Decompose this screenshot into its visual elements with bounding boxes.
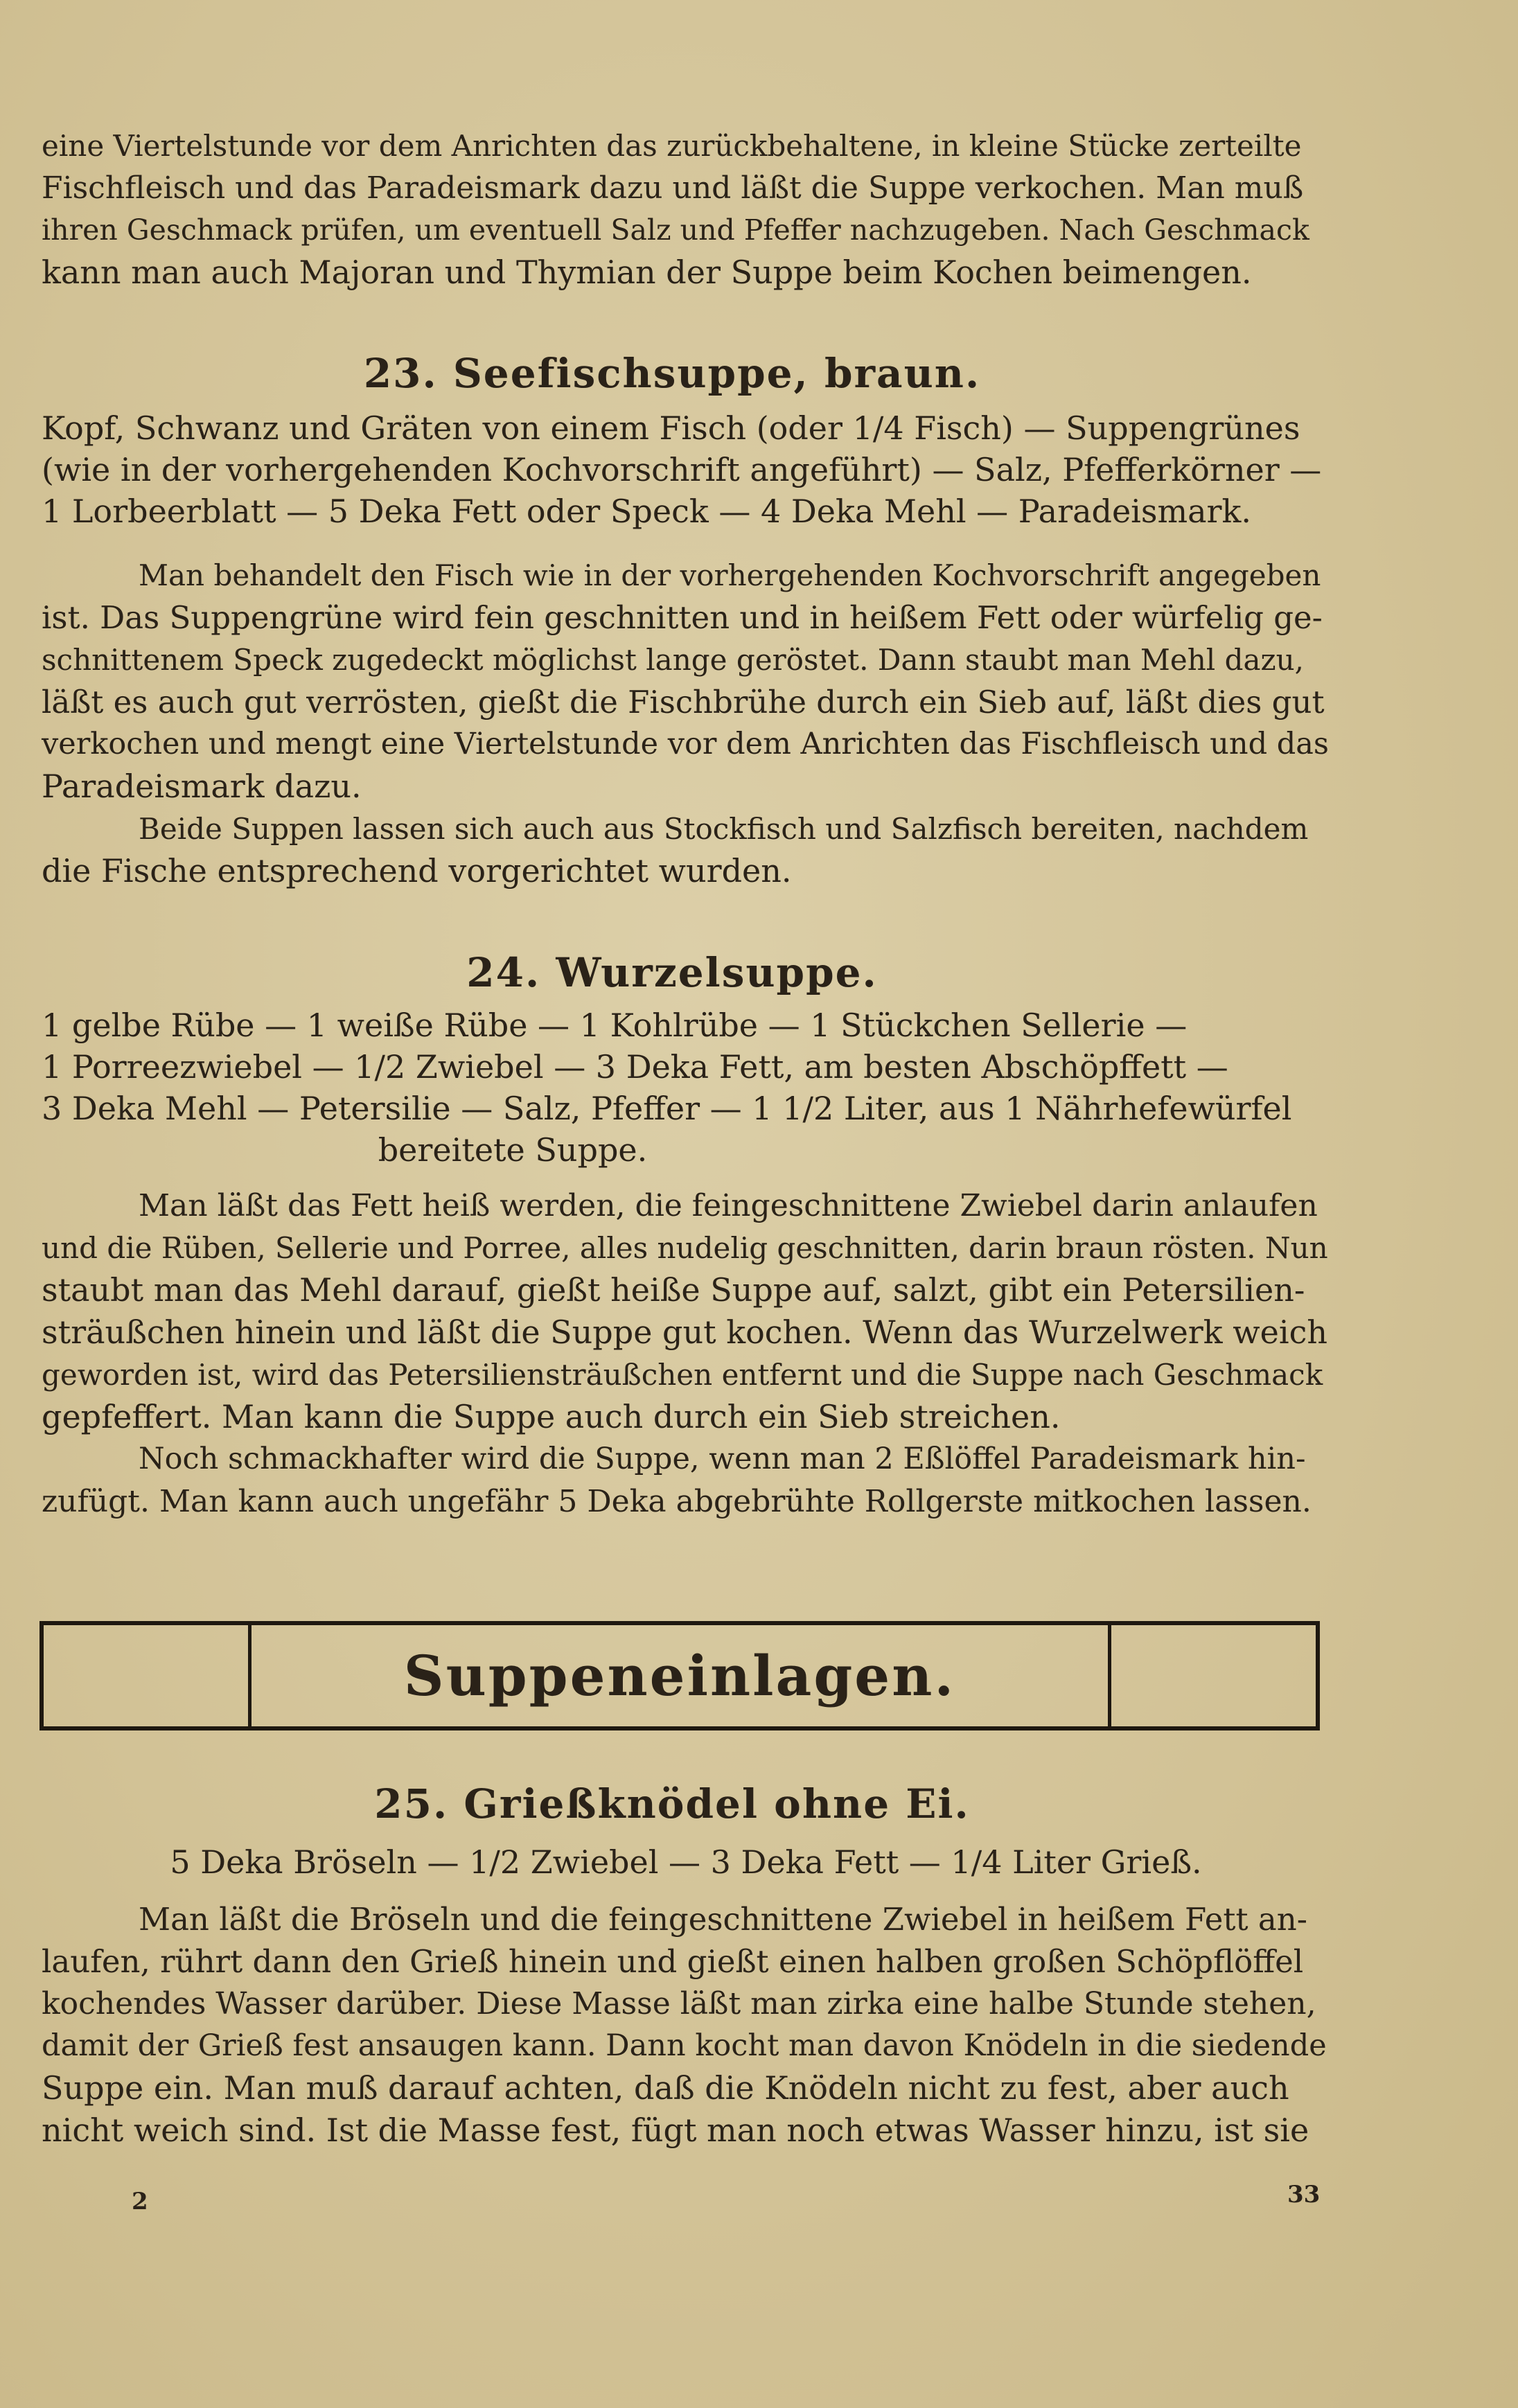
text-line: verkochen und mengt eine Viertelstunde vor dem Anrichten das Fischfleisch und das bbox=[42, 727, 1329, 761]
recipe-25-instructions bbox=[42, 1898, 1330, 2152]
signature-mark: 2 bbox=[132, 2188, 148, 2215]
text-line: gepfeffert. Man kann die Suppe auch durch ein Sieb streichen. bbox=[42, 1398, 1061, 1435]
text-line: Noch schmackhafter wird die Suppe, wenn man 2 Eßlöffel Paradeismark hin- bbox=[139, 1442, 1306, 1476]
text-line: damit der Grieß fest ansaugen kann. Dann kocht man davon Knödeln in die siedende bbox=[42, 2028, 1327, 2063]
text-line: Man behandelt den Fisch wie in der vorhergehenden Kochvorschrift angegeben bbox=[139, 558, 1321, 592]
banner-divider bbox=[1108, 1625, 1111, 1726]
section-banner-title: Suppeneinlagen. bbox=[403, 1643, 956, 1708]
text-line: sträußchen hinein und läßt die Suppe gut kochen. Wenn das Wurzelwerk weich bbox=[42, 1313, 1327, 1351]
text-line: schnittenem Speck zugedeckt möglichst lange geröstet. Dann staubt man Mehl dazu, bbox=[42, 643, 1305, 677]
text-line: zufügt. Man kann auch ungefähr 5 Deka abgebrühte Rollgerste mitkochen lassen. bbox=[42, 1484, 1312, 1519]
text-line: kochendes Wasser darüber. Diese Masse läßt man zirka eine halbe Stunde stehen, bbox=[42, 1986, 1316, 2021]
text-line: Fischfleisch und das Paradeismark dazu und läßt die Suppe verkochen. Man muß bbox=[42, 170, 1304, 206]
section-banner bbox=[39, 1621, 1320, 1730]
recipe-23-title: 23. Seefischsuppe, braun. bbox=[363, 350, 981, 397]
text-line: ihren Geschmack prüfen, um eventuell Salz und Pfeffer nachzugeben. Nach Geschmack bbox=[42, 213, 1309, 247]
page-number: 33 bbox=[1287, 2181, 1321, 2208]
recipe-23-instructions bbox=[42, 554, 1330, 892]
text-line: Man läßt das Fett heiß werden, die feingeschnittene Zwiebel darin anlaufen bbox=[139, 1188, 1318, 1223]
ingredient-line: 1 Porreezwiebel — 1/2 Zwiebel — 3 Deka Fett, am besten Abschöpffett — bbox=[42, 1048, 1228, 1086]
text-line: geworden ist, wird das Petersiliensträußchen entfernt und die Suppe nach Geschmack bbox=[42, 1358, 1323, 1392]
text-line: Suppe ein. Man muß darauf achten, daß die Knödeln nicht zu fest, aber auch bbox=[42, 2069, 1289, 2107]
recipe-23-ingredients bbox=[42, 407, 1330, 532]
ingredient-line: 1 Lorbeerblatt — 5 Deka Fett oder Speck — 4 Deka Mehl — Paradeismark. bbox=[42, 493, 1252, 530]
text-line: Man läßt die Bröseln und die feingeschnittene Zwiebel in heißem Fett an- bbox=[139, 1901, 1307, 1938]
intro-paragraph bbox=[42, 125, 1330, 294]
text-line: läßt es auch gut verrösten, gießt die Fischbrühe durch ein Sieb auf, läßt dies gut bbox=[42, 684, 1325, 720]
recipe-25-title: 25. Grießknödel ohne Ei. bbox=[374, 1780, 970, 1827]
text-line: ist. Das Suppengrüne wird fein geschnitten und in heißem Fett oder würfelig ge- bbox=[42, 599, 1323, 636]
text-line: die Fische entsprechend vorgerichtet wurden. bbox=[42, 852, 792, 889]
ingredient-line: (wie in der vorhergehenden Kochvorschrift angeführt) — Salz, Pfefferkörner — bbox=[42, 451, 1322, 488]
recipe-24-ingredients bbox=[42, 1004, 1330, 1171]
ingredient-line: 1 gelbe Rübe — 1 weiße Rübe — 1 Kohlrübe — 1 Stückchen Sellerie — bbox=[42, 1007, 1188, 1044]
text-line: Paradeismark dazu. bbox=[42, 768, 362, 805]
text-line: eine Viertelstunde vor dem Anrichten das zurückbehaltene, in kleine Stücke zerteilte bbox=[42, 129, 1302, 163]
text-line: laufen, rührt dann den Grieß hinein und gießt einen halben großen Schöpflöffel bbox=[42, 1943, 1304, 1980]
text-line: nicht weich sind. Ist die Masse fest, fügt man noch etwas Wasser hinzu, ist sie bbox=[42, 2112, 1309, 2149]
ingredient-line: 5 Deka Bröseln — 1/2 Zwiebel — 3 Deka Fett — 1/4 Liter Grieß. bbox=[170, 1843, 1202, 1881]
text-line: kann man auch Majoran und Thymian der Suppe beim Kochen beimengen. bbox=[42, 254, 1252, 291]
recipe-24-title: 24. Wurzelsuppe. bbox=[466, 949, 878, 996]
recipe-25-ingredients bbox=[42, 1841, 1330, 1883]
ingredient-line: bereitete Suppe. bbox=[378, 1131, 648, 1169]
ingredient-line: 3 Deka Mehl — Petersilie — Salz, Pfeffer — 1 1/2 Liter, aus 1 Nährhefewürfel bbox=[42, 1090, 1292, 1127]
text-line: staubt man das Mehl darauf, gießt heiße Suppe auf, salzt, gibt ein Petersilien- bbox=[42, 1271, 1305, 1309]
recipe-24-instructions bbox=[42, 1185, 1330, 1523]
ingredient-line: Kopf, Schwanz und Gräten von einem Fisch (oder 1/4 Fisch) — Suppengrünes bbox=[42, 409, 1300, 447]
text-line: Beide Suppen lassen sich auch aus Stockfisch und Salzfisch bereiten, nachdem bbox=[139, 812, 1309, 846]
text-line: und die Rüben, Sellerie und Porree, alles nudelig geschnitten, darin braun rösten. Nun bbox=[42, 1231, 1328, 1265]
